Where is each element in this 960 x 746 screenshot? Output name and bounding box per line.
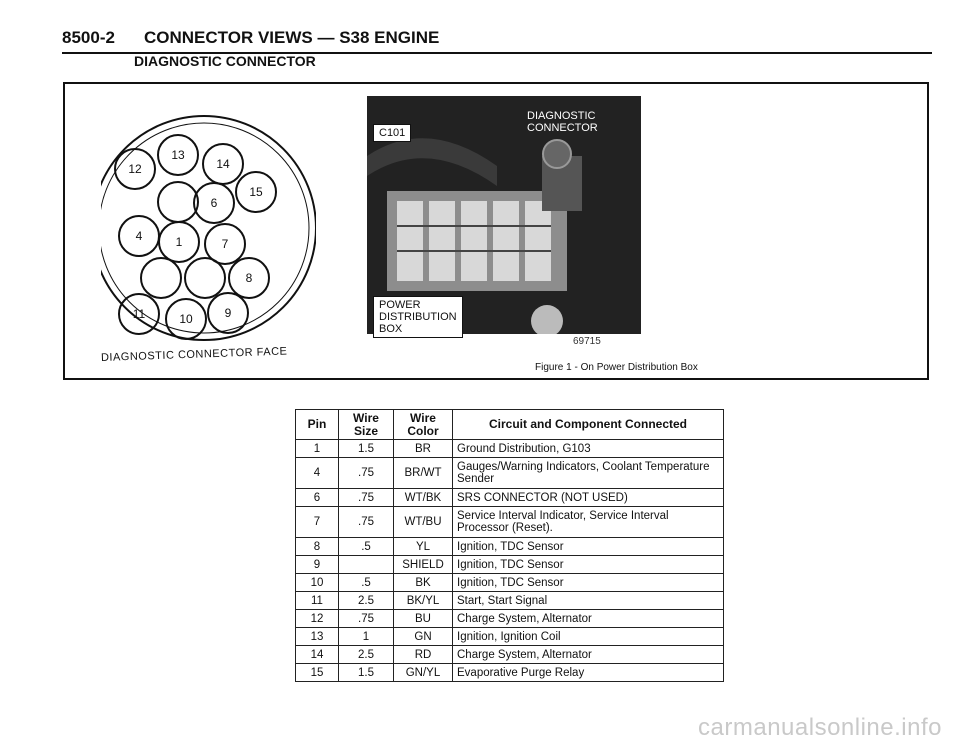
table-row <box>296 592 724 610</box>
cell-size: .75 <box>339 489 394 507</box>
table-row <box>296 507 724 538</box>
table-row <box>296 646 724 664</box>
cell-circuit: Charge System, Alternator <box>453 610 724 628</box>
connector-pin-label: 7 <box>221 237 229 251</box>
figure-caption: Figure 1 - On Power Distribution Box <box>535 362 698 373</box>
cell-color: SHIELD <box>394 556 453 574</box>
cell-circuit: SRS CONNECTOR (NOT USED) <box>453 489 724 507</box>
table-row <box>296 489 724 507</box>
cell-size: 1.5 <box>339 440 394 458</box>
diag-line-2: CONNECTOR <box>527 122 598 134</box>
cell-size: 2.5 <box>339 646 394 664</box>
col-wire-color-line2: Color <box>407 423 439 438</box>
connector-pin-label: 12 <box>128 162 142 176</box>
cell-circuit: Ignition, Ignition Coil <box>453 628 724 646</box>
cell-pin: 9 <box>296 556 339 574</box>
cell-size: .5 <box>339 574 394 592</box>
cell-color: BK <box>394 574 453 592</box>
connector-pin-label: 4 <box>135 229 143 243</box>
section-title: DIAGNOSTIC CONNECTOR <box>134 53 316 69</box>
cell-size: .75 <box>339 458 394 489</box>
page-title: CONNECTOR VIEWS — S38 ENGINE <box>144 28 440 47</box>
table-row <box>296 610 724 628</box>
cell-circuit: Service Interval Indicator, Service Interval Processor (Reset). <box>453 507 724 538</box>
pdb-line-2: DISTRIBUTION <box>379 311 457 323</box>
table-row <box>296 538 724 556</box>
watermark: carmanualsonline.info <box>698 714 942 741</box>
cell-color: WT/BU <box>394 507 453 538</box>
photo-number: 69715 <box>573 336 601 347</box>
col-wire-size-line1: Wire <box>353 410 379 425</box>
cell-pin: 8 <box>296 538 339 556</box>
cell-circuit: Gauges/Warning Indicators, Coolant Temperature Sender <box>453 458 724 489</box>
distribution-box-photo <box>367 96 641 356</box>
diag-line-1: DIAGNOSTIC <box>527 110 596 122</box>
table-header-row <box>296 410 724 440</box>
table-row <box>296 556 724 574</box>
table-row <box>296 574 724 592</box>
col-wire-size-line2: Size <box>353 423 378 438</box>
cell-pin: 13 <box>296 628 339 646</box>
connector-pin-label: 14 <box>216 157 230 171</box>
page-header <box>62 28 932 54</box>
table-row <box>296 440 724 458</box>
page-number: 8500-2 <box>62 28 115 47</box>
cell-color: BR/WT <box>394 458 453 489</box>
table-row <box>296 628 724 646</box>
connector-cavity <box>158 182 198 222</box>
pdb-line-3: BOX <box>379 323 403 335</box>
cell-color: GN <box>394 628 453 646</box>
connector-cavity <box>141 258 181 298</box>
connector-pin-label: 6 <box>210 196 218 210</box>
cell-color: BR <box>394 440 453 458</box>
cell-size: .75 <box>339 610 394 628</box>
cell-pin: 6 <box>296 489 339 507</box>
connector-pin-label: 1 <box>175 235 183 249</box>
figure-panel <box>63 82 929 380</box>
connector-pin-label: 9 <box>224 306 232 320</box>
cell-circuit: Charge System, Alternator <box>453 646 724 664</box>
cell-size: .5 <box>339 538 394 556</box>
power-distribution-box-label <box>373 296 463 338</box>
cell-pin: 12 <box>296 610 339 628</box>
cell-pin: 11 <box>296 592 339 610</box>
cell-color: GN/YL <box>394 664 453 682</box>
pdb-line-1: POWER <box>379 299 421 311</box>
connector-face-diagram <box>101 106 316 351</box>
cell-pin: 7 <box>296 507 339 538</box>
cell-pin: 10 <box>296 574 339 592</box>
cell-circuit: Ignition, TDC Sensor <box>453 538 724 556</box>
c101-text: C101 <box>379 127 406 139</box>
connector-pin-label: 11 <box>132 307 146 321</box>
cell-color: BU <box>394 610 453 628</box>
cell-color: RD <box>394 646 453 664</box>
cell-circuit: Ground Distribution, G103 <box>453 440 724 458</box>
cell-pin: 1 <box>296 440 339 458</box>
cell-size: .75 <box>339 507 394 538</box>
c101-label <box>373 124 411 142</box>
col-wire-color <box>394 410 453 440</box>
cell-size <box>339 556 394 574</box>
table-row <box>296 664 724 682</box>
cell-size: 2.5 <box>339 592 394 610</box>
col-circuit: Circuit and Component Connected <box>453 410 724 440</box>
cell-color: WT/BK <box>394 489 453 507</box>
pin-table <box>295 409 724 682</box>
col-wire-color-line1: Wire <box>410 410 436 425</box>
cell-color: BK/YL <box>394 592 453 610</box>
cell-size: 1.5 <box>339 664 394 682</box>
cell-circuit: Ignition, TDC Sensor <box>453 556 724 574</box>
cell-pin: 4 <box>296 458 339 489</box>
connector-pin-label: 10 <box>179 312 193 326</box>
connector-pin-label: 15 <box>249 185 263 199</box>
table-row <box>296 458 724 489</box>
cell-pin: 15 <box>296 664 339 682</box>
cell-pin: 14 <box>296 646 339 664</box>
connector-pin-label: 13 <box>171 148 185 162</box>
cell-circuit: Evaporative Purge Relay <box>453 664 724 682</box>
col-pin: Pin <box>296 410 339 440</box>
cell-circuit: Start, Start Signal <box>453 592 724 610</box>
col-wire-size <box>339 410 394 440</box>
cell-size: 1 <box>339 628 394 646</box>
face-caption: DIAGNOSTIC CONNECTOR FACE <box>100 345 288 364</box>
connector-pin-label: 8 <box>245 271 253 285</box>
cell-color: YL <box>394 538 453 556</box>
cell-circuit: Ignition, TDC Sensor <box>453 574 724 592</box>
connector-cavity <box>185 258 225 298</box>
diagnostic-connector-label <box>527 110 598 134</box>
